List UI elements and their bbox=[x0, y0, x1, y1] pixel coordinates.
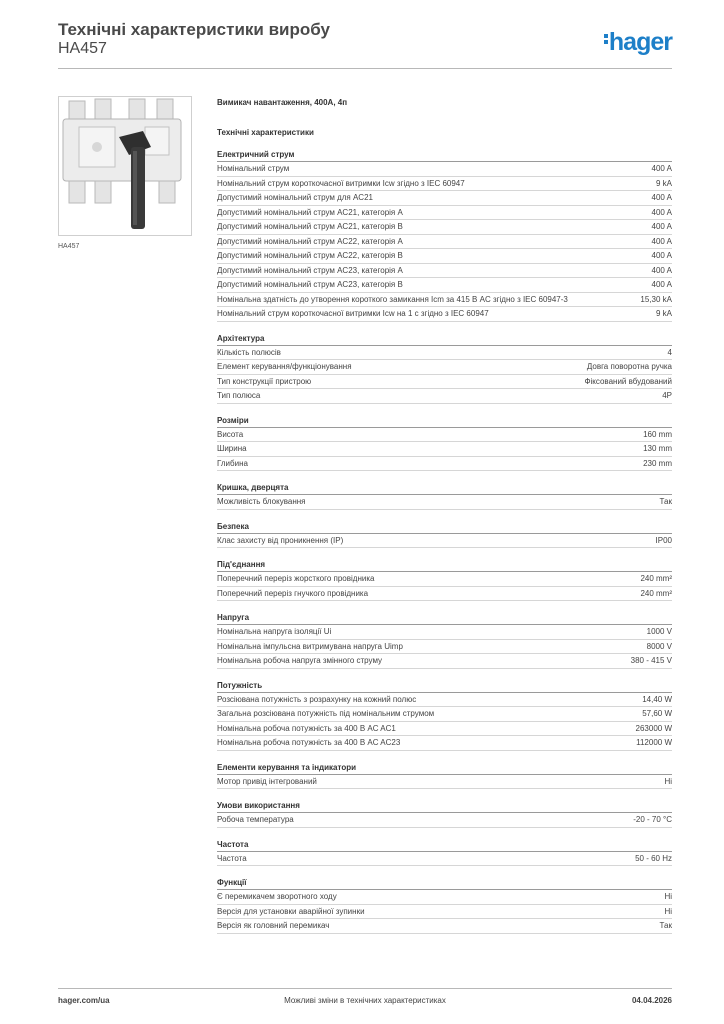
spec-row bbox=[217, 375, 672, 390]
spec-value: 400 A bbox=[651, 251, 672, 260]
spec-value: 9 kA bbox=[655, 309, 672, 318]
spec-row bbox=[217, 457, 672, 472]
section-title: Частота bbox=[217, 839, 672, 852]
spec-value: Так bbox=[659, 497, 672, 506]
tech-specs-heading: Технічні характеристики bbox=[217, 128, 314, 137]
spec-section bbox=[217, 877, 672, 934]
spec-row bbox=[217, 206, 672, 221]
spec-label: Розсіювана потужність з розрахунку на кожний полюс bbox=[217, 694, 417, 704]
product-image bbox=[58, 96, 192, 236]
spec-section bbox=[217, 680, 672, 751]
section-title: Умови використання bbox=[217, 800, 672, 813]
spec-label: Є перемикачем зворотного ходу bbox=[217, 892, 337, 901]
spec-value: 263000 W bbox=[635, 723, 672, 733]
spec-value: 400 A bbox=[651, 207, 672, 217]
spec-label: Елемент керування/функціонування bbox=[217, 362, 352, 371]
spec-label: Допустимий номінальний струм AC21, категорія B bbox=[217, 222, 403, 231]
spec-value: 112000 W bbox=[636, 738, 672, 747]
spec-value: 160 mm bbox=[643, 429, 672, 439]
spec-row bbox=[217, 813, 672, 828]
spec-label: Допустимий номінальний струм AC21, категорія A bbox=[217, 207, 403, 217]
section-title: Напруга bbox=[217, 612, 672, 625]
spec-label: Допустимий номінальний струм AC22, категорія A bbox=[217, 236, 403, 246]
spec-row bbox=[217, 654, 672, 669]
spec-value: Довга поворотна ручка bbox=[586, 362, 672, 371]
spec-label: Номінальна робоча потужність за 400 В AC AC1 bbox=[217, 723, 396, 733]
spec-row bbox=[217, 346, 672, 361]
spec-label: Версія для установки аварійної зупинки bbox=[217, 906, 365, 916]
spec-label: Версія як головний перемикач bbox=[217, 921, 330, 930]
spec-section bbox=[217, 482, 672, 510]
spec-value: 380 - 415 V bbox=[630, 656, 672, 665]
spec-value: 4P bbox=[662, 391, 672, 400]
spec-value: 400 A bbox=[651, 280, 672, 289]
spec-row bbox=[217, 360, 672, 375]
spec-value: 4 bbox=[667, 347, 672, 357]
spec-row bbox=[217, 919, 672, 934]
logo-text: hager bbox=[608, 28, 672, 56]
spec-label: Мотор привід інтегрований bbox=[217, 776, 317, 786]
section-title: Під'єднання bbox=[217, 559, 672, 572]
spec-value: 8000 V bbox=[646, 641, 672, 651]
spec-label: Тип конструкції пристрою bbox=[217, 376, 312, 386]
spec-row bbox=[217, 293, 672, 308]
spec-value: 400 A bbox=[651, 164, 672, 173]
spec-section bbox=[217, 559, 672, 601]
spec-label: Допустимий номінальний струм AC22, категорія B bbox=[217, 251, 403, 260]
spec-row bbox=[217, 235, 672, 250]
spec-row bbox=[217, 249, 672, 264]
spec-row bbox=[217, 495, 672, 510]
spec-label: Поперечний переріз гнучкого провідника bbox=[217, 588, 369, 598]
spec-label: Номінальний струм короткочасної витримки Icw згідно з IEC 60947 bbox=[217, 178, 465, 188]
spec-value: 1000 V bbox=[646, 627, 672, 636]
spec-label: Загальна розсіювана потужність під номінальним струмом bbox=[217, 709, 435, 718]
spec-label: Робоча температура bbox=[217, 815, 294, 824]
spec-value: 50 - 60 Hz bbox=[635, 853, 672, 863]
spec-value: 240 mm² bbox=[640, 574, 672, 583]
spec-label: Ширина bbox=[217, 444, 247, 453]
footer-divider bbox=[58, 988, 672, 989]
footer bbox=[58, 996, 672, 1008]
spec-value: Ні bbox=[664, 906, 672, 916]
spec-row bbox=[217, 264, 672, 279]
spec-value: Фіксований вбудований bbox=[584, 376, 672, 386]
spec-value: 240 mm² bbox=[640, 588, 672, 598]
spec-row bbox=[217, 177, 672, 192]
spec-section bbox=[217, 800, 672, 828]
spec-label: Номінальна імпульсна витримувана напруга Uimp bbox=[217, 641, 403, 651]
spec-label: Можливість блокування bbox=[217, 497, 306, 506]
spec-row bbox=[217, 162, 672, 177]
spec-row bbox=[217, 852, 672, 867]
spec-label: Номінальний струм короткочасної витримки Icw на 1 с згідно з IEC 60947 bbox=[217, 309, 489, 318]
product-name: Вимикач навантаження, 400A, 4п bbox=[217, 98, 348, 107]
spec-value: Ні bbox=[664, 892, 672, 901]
product-reference: HA457 bbox=[58, 40, 107, 57]
spec-label: Номінальна напруга ізоляції Ui bbox=[217, 627, 332, 636]
spec-value: 57,60 W bbox=[642, 709, 672, 718]
spec-label: Номінальна робоча напруга змінного струму bbox=[217, 656, 383, 665]
spec-label: Номінальна здатність до утворення короткого замикання Icm за 415 В AC згідно з IEC 60947-3 bbox=[217, 294, 568, 304]
spec-section bbox=[217, 762, 672, 790]
spec-value: 400 A bbox=[651, 222, 672, 231]
section-title: Архітектура bbox=[217, 333, 672, 346]
spec-value: Так bbox=[659, 921, 672, 930]
section-title: Розміри bbox=[217, 415, 672, 428]
spec-label: Допустимий номінальний струм AC23, категорія A bbox=[217, 265, 403, 275]
image-caption: HA457 bbox=[58, 243, 80, 250]
spec-label: Клас захисту від проникнення (IP) bbox=[217, 535, 344, 545]
spec-value: 230 mm bbox=[643, 458, 672, 468]
spec-label: Номінальний струм bbox=[217, 164, 290, 173]
spec-row bbox=[217, 625, 672, 640]
spec-row bbox=[217, 428, 672, 443]
spec-row bbox=[217, 442, 672, 457]
spec-row bbox=[217, 722, 672, 737]
hager-logo[interactable] bbox=[604, 28, 672, 56]
spec-section bbox=[217, 612, 672, 669]
spec-value: 400 A bbox=[651, 236, 672, 246]
spec-value: 400 A bbox=[651, 265, 672, 275]
header-divider bbox=[58, 68, 672, 69]
spec-label: Допустимий номінальний струм AC23, категорія B bbox=[217, 280, 403, 289]
spec-sections bbox=[217, 149, 672, 934]
page-title: Технічні характеристики виробу bbox=[58, 20, 330, 39]
spec-row bbox=[217, 736, 672, 751]
spec-value: 400 A bbox=[651, 193, 672, 202]
spec-row bbox=[217, 278, 672, 293]
spec-section bbox=[217, 333, 672, 404]
spec-value: 15,30 kA bbox=[640, 294, 672, 304]
footer-date: 04.04.2026 bbox=[631, 996, 672, 1005]
section-title: Електричний струм bbox=[217, 149, 672, 162]
spec-label: Глибина bbox=[217, 458, 248, 468]
load-switch-illustration bbox=[59, 97, 191, 235]
spec-content bbox=[217, 97, 672, 945]
spec-label: Номінальна робоча потужність за 400 В AC AC23 bbox=[217, 738, 401, 747]
spec-section bbox=[217, 839, 672, 867]
spec-row bbox=[217, 572, 672, 587]
spec-label: Допустимий номінальний струм для AC21 bbox=[217, 193, 373, 202]
section-title: Функції bbox=[217, 877, 672, 890]
spec-row bbox=[217, 389, 672, 404]
spec-label: Висота bbox=[217, 429, 244, 439]
section-title: Безпека bbox=[217, 521, 672, 534]
spec-row bbox=[217, 640, 672, 655]
section-title: Кришка, дверцята bbox=[217, 482, 672, 495]
spec-row bbox=[217, 775, 672, 790]
section-title: Елементи керування та індикатори bbox=[217, 762, 672, 775]
spec-row bbox=[217, 534, 672, 549]
spec-section bbox=[217, 415, 672, 472]
spec-row bbox=[217, 307, 672, 322]
spec-row bbox=[217, 905, 672, 920]
spec-value: -20 - 70 °C bbox=[633, 815, 672, 824]
logo-dots-icon bbox=[604, 32, 608, 46]
footer-disclaimer: Можливі зміни в технічних характеристиках bbox=[284, 996, 446, 1005]
spec-label: Частота bbox=[217, 853, 247, 863]
spec-label: Поперечний переріз жорсткого провідника bbox=[217, 574, 375, 583]
spec-row bbox=[217, 693, 672, 708]
section-title: Потужність bbox=[217, 680, 672, 693]
spec-row bbox=[217, 707, 672, 722]
spec-value: Ні bbox=[664, 776, 672, 786]
spec-row bbox=[217, 890, 672, 905]
spec-label: Кількість полюсів bbox=[217, 347, 281, 357]
spec-value: IP00 bbox=[655, 535, 672, 545]
spec-section bbox=[217, 149, 672, 322]
spec-row bbox=[217, 220, 672, 235]
spec-value: 9 kA bbox=[655, 178, 672, 188]
spec-value: 130 mm bbox=[643, 444, 672, 453]
spec-row bbox=[217, 587, 672, 602]
spec-value: 14,40 W bbox=[642, 694, 672, 704]
spec-section bbox=[217, 521, 672, 549]
spec-label: Тип полюса bbox=[217, 391, 261, 400]
spec-row bbox=[217, 191, 672, 206]
footer-website-link[interactable]: hager.com/ua bbox=[58, 996, 110, 1005]
